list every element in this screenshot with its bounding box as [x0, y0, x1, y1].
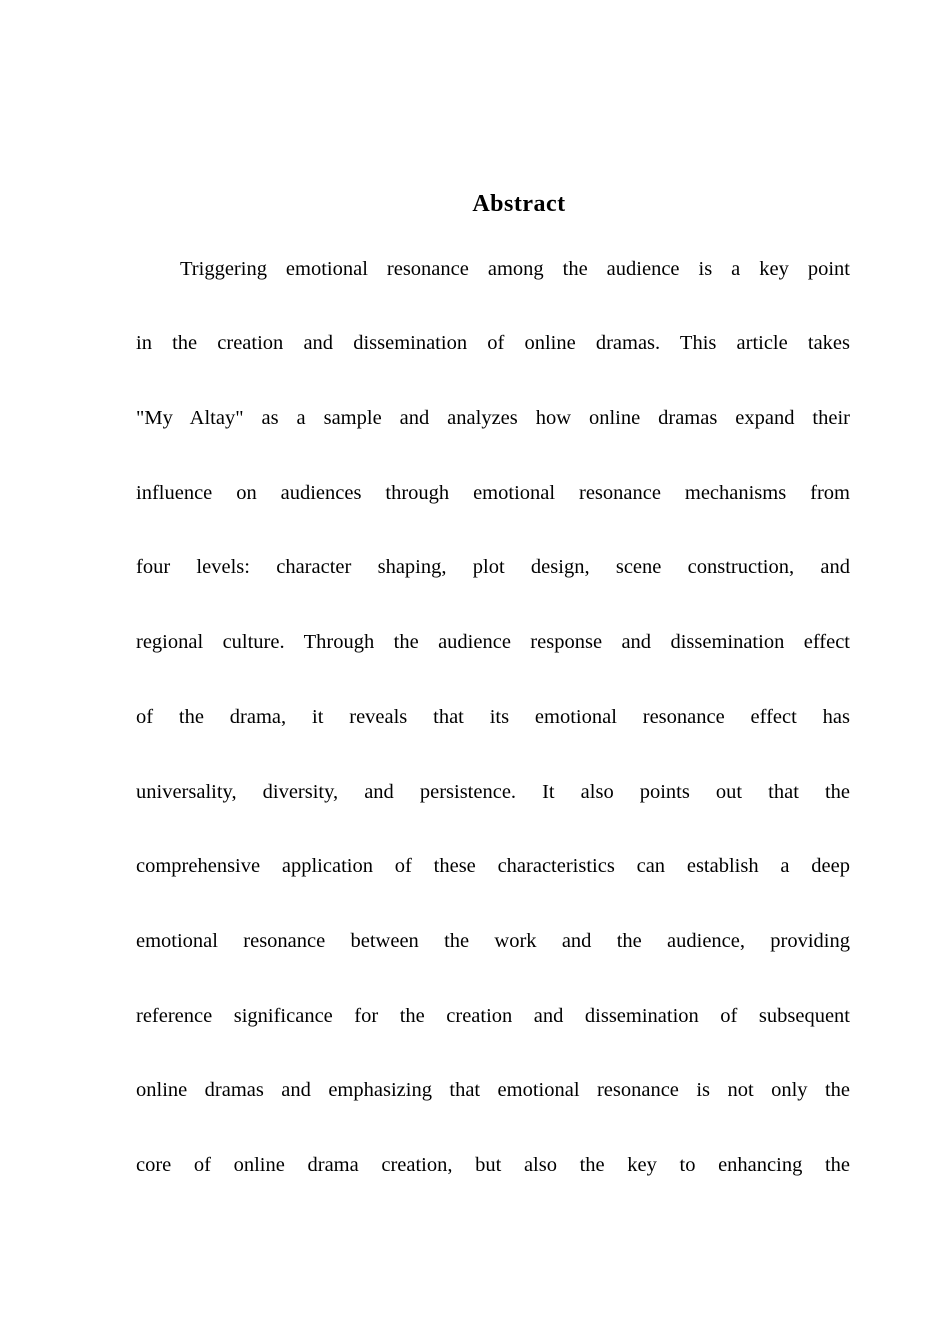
- abstract-line: "My Altay" as a sample and analyzes how online dramas expand their: [136, 407, 850, 429]
- abstract-line: regional culture. Through the audience response and dissemination effect: [136, 631, 850, 653]
- abstract-line: reference significance for the creation and dissemination of subsequent: [136, 1005, 850, 1027]
- abstract-line: Triggering emotional resonance among the audience is a key point: [180, 258, 850, 280]
- abstract-line: online dramas and emphasizing that emotional resonance is not only the: [136, 1079, 850, 1101]
- abstract-line: emotional resonance between the work and the audience, providing: [136, 930, 850, 952]
- abstract-line: universality, diversity, and persistence. It also points out that the: [136, 781, 850, 803]
- abstract-line: comprehensive application of these characteristics can establish a deep: [136, 855, 850, 877]
- abstract-line: four levels: character shaping, plot design, scene construction, and: [136, 556, 850, 578]
- abstract-line: of the drama, it reveals that its emotional resonance effect has: [136, 706, 850, 728]
- abstract-line: influence on audiences through emotional resonance mechanisms from: [136, 482, 850, 504]
- abstract-line: core of online drama creation, but also the key to enhancing the: [136, 1154, 850, 1176]
- abstract-line: in the creation and dissemination of online dramas. This article takes: [136, 332, 850, 354]
- abstract-heading: Abstract: [472, 191, 566, 217]
